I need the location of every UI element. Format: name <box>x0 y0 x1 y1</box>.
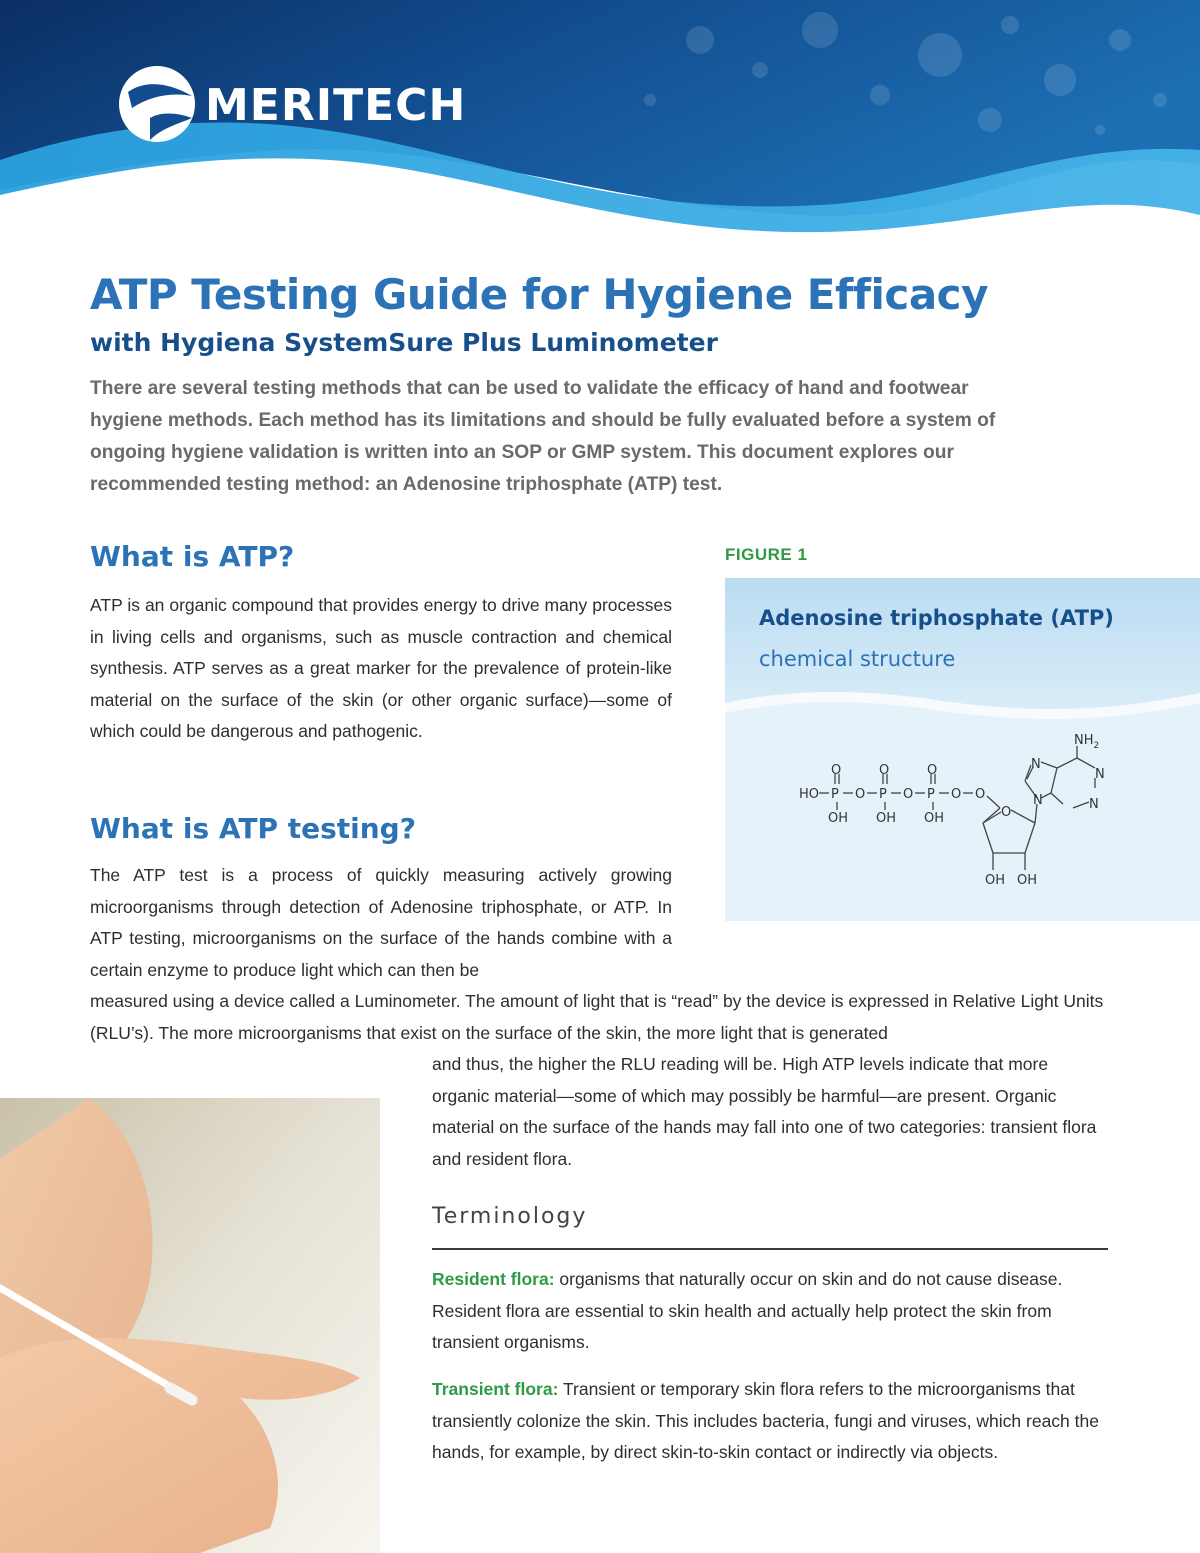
atom-nh2: $NH_2$ <box>1074 733 1100 751</box>
atom-p1: P <box>831 787 839 802</box>
document-title: ATP Testing Guide for Hygiene Efficacy <box>90 270 988 319</box>
atom-p3: P <box>927 787 935 802</box>
atom-oh-1: OH <box>828 811 849 826</box>
term-name: Transient flora: <box>432 1379 559 1399</box>
atom-o-ring: O <box>1001 805 1012 820</box>
intro-paragraph: There are several testing methods that can be used to validate the efficacy of hand and footwear hygiene methods. Each method has its limitations and should be fully evaluated before a system of ongoing hygiene validation is written into an SOP or GMP system. This document explores our recommended testing method: an Adenosine triphosphate (ATP) test. <box>90 378 996 495</box>
atom-oh-5: OH <box>1017 873 1038 888</box>
figure-subtitle: chemical structure <box>759 647 956 671</box>
atp-testing-paragraph-part-1: The ATP test is a process of quickly measuring actively growing microorganisms through detection of Adenosine triphosphate, or ATP. In ATP testing, microorganisms on the surface of the hands combine with a certain enzyme to produce light which can then be <box>90 865 672 980</box>
atom-o4: O <box>975 787 986 802</box>
figure-label: FIGURE 1 <box>725 545 808 564</box>
atom-oh-4: OH <box>985 873 1006 888</box>
atom-ho: HO <box>799 787 820 802</box>
term-definition: Transient or temporary skin flora refers to the microorganisms that transiently colonize the skin. This includes bacteria, fungi and viruses, which reach the hands, for example, by direct skin-to-skin contact or indirectly via objects. <box>432 1379 1099 1462</box>
atom-n-7: N <box>1031 757 1041 772</box>
atom-o-top-2: O <box>879 763 890 778</box>
atom-n-3: N <box>1089 797 1099 812</box>
atom-oh-2: OH <box>876 811 897 826</box>
term-transient-flora <box>432 1374 1108 1469</box>
atom-p2: P <box>879 787 887 802</box>
terminology-divider <box>432 1248 1108 1250</box>
atom-o2: O <box>903 787 914 802</box>
figure-title: Adenosine triphosphate (ATP) <box>759 606 1114 630</box>
atom-o-top-1: O <box>831 763 842 778</box>
term-definition: organisms that naturally occur on skin and do not cause disease. Resident flora are essential to skin health and actually help protect the skin from transient organisms. <box>432 1269 1063 1352</box>
what-is-atp-paragraph: ATP is an organic compound that provides energy to drive many processes in living cells and organisms, such as muscle contraction and chemical synthesis. ATP serves as a great marker for the prevalence of protein-like material on the surface of the skin (or other organic surface)—some of which could be dangerous and pathogenic. <box>90 595 672 741</box>
atom-oh-3: OH <box>924 811 945 826</box>
atp-testing-paragraph-part-3: and thus, the higher the RLU reading will be. High ATP levels indicate that more organic material—some of which may possibly be harmful—are present. Organic material on the surface of the hands may fall into one of two categories: transient flora and resident flora. <box>432 1054 1097 1169</box>
atom-o3: O <box>951 787 962 802</box>
atom-o1: O <box>855 787 866 802</box>
atom-n-9: N <box>1033 793 1043 808</box>
atom-n-1: N <box>1095 767 1105 782</box>
atp-testing-paragraph-part-2: measured using a device called a Luminometer. The amount of light that is “read” by the device is expressed in Relative Light Units (RLU’s). The more microorganisms that exist on the surface of the skin, the more light that is generated <box>90 991 1104 1043</box>
hand-swab-photo <box>0 1098 380 1553</box>
header-banner <box>0 0 1200 250</box>
term-name: Resident flora: <box>432 1269 555 1289</box>
section-heading-what-is-atp: What is ATP? <box>90 540 295 573</box>
meritech-logo-icon <box>119 66 195 142</box>
brand-name: MERITECH <box>205 80 467 131</box>
section-heading-what-is-atp-testing: What is ATP testing? <box>90 812 416 845</box>
atom-o-top-3: O <box>927 763 938 778</box>
document-subtitle: with Hygiena SystemSure Plus Luminometer <box>90 328 718 357</box>
term-resident-flora <box>432 1264 1108 1359</box>
terminology-heading: Terminology <box>432 1204 588 1229</box>
